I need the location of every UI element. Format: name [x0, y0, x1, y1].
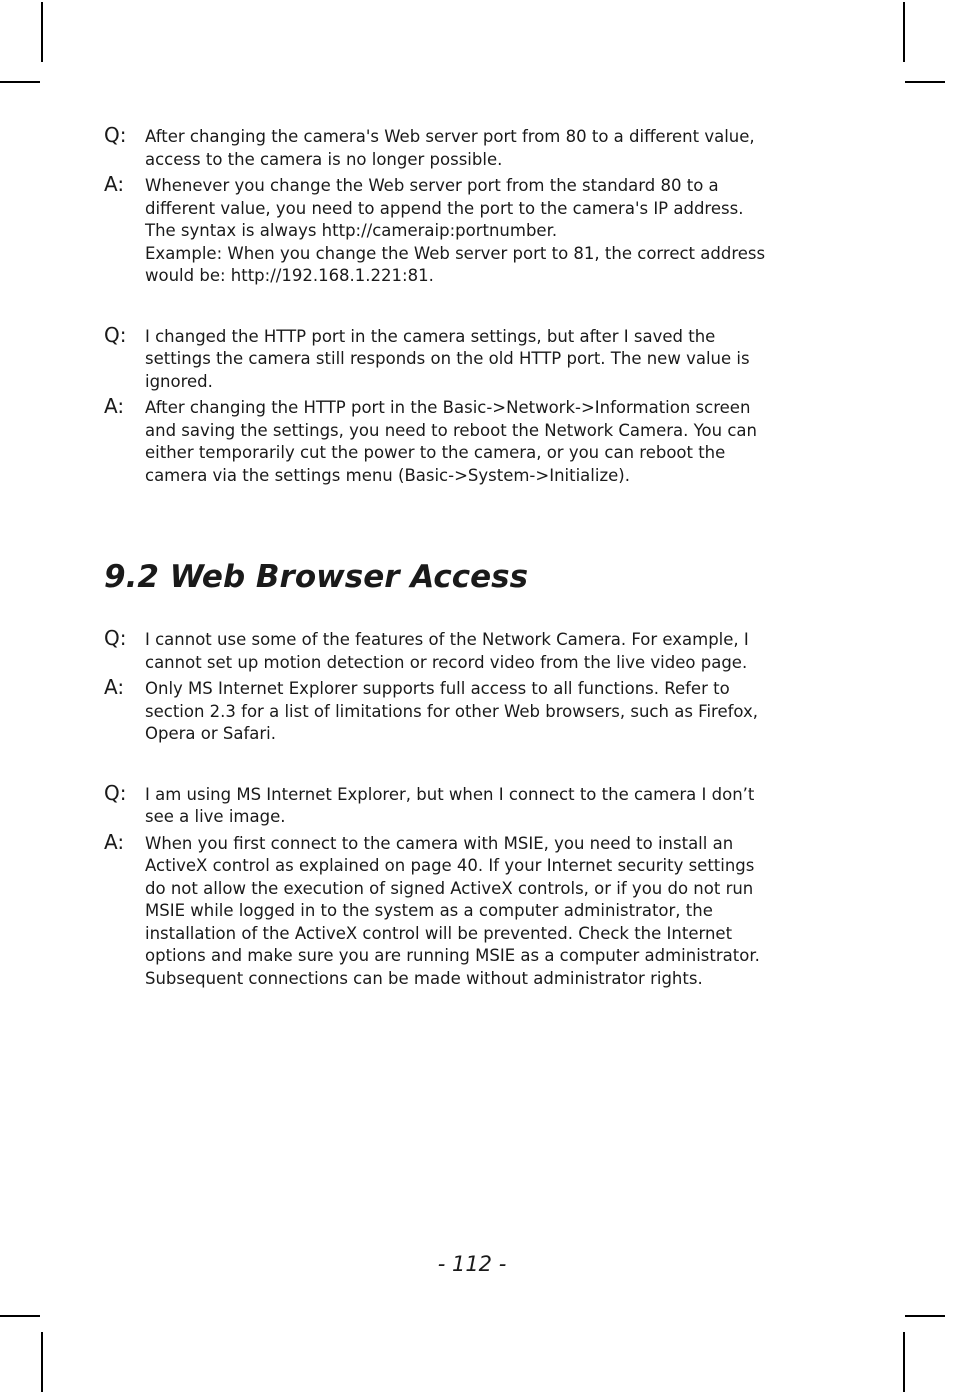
question-text: I changed the HTTP port in the camera settings, but after I saved the settings the camera still responds on the old HTTP port. The new value is ignored. [145, 326, 750, 391]
crop-mark-bottom-left-vertical [41, 1332, 43, 1392]
crop-mark-bottom-left-horizontal [0, 1315, 40, 1317]
answer-text: After changing the HTTP port in the Basic->Network->Information screen and saving the settings, you need to reboot the Network Camera. You can either temporarily cut the power to the camera, or you can reboot the camera via the settings menu (Basic->System->Initialize). [145, 398, 757, 485]
faq-question [104, 322, 844, 394]
question-text: I cannot use some of the features of the Network Camera. For example, I cannot set up motion detection or record video from the live video page. [145, 630, 749, 672]
faq-answer [104, 675, 844, 746]
question-text: I am using MS Internet Explorer, but when I connect to the camera I don’t see a live image. [145, 784, 755, 826]
crop-mark-top-left-vertical [41, 2, 43, 62]
question-marker: Q: [104, 626, 127, 650]
answer-text: Only MS Internet Explorer supports full access to all functions. Refer to section 2.3 for a list of limitations for other Web browsers, such as Firefox, Opera or Safari. [145, 679, 759, 743]
faq-answer [104, 172, 844, 288]
crop-mark-bottom-right-vertical [903, 1332, 905, 1392]
crop-mark-top-right-horizontal [905, 81, 945, 83]
crop-mark-top-right-vertical [903, 2, 905, 62]
faq-question [104, 626, 844, 674]
answer-text: When you first connect to the camera with MSIE, you need to install an ActiveX control as explained on page 40. If your Internet security settings do not allow the execution of signed ActiveX controls, or if you do not run MSIE while logged in to the system as a computer administrator, the installation of the ActiveX control will be prevented. Check the Internet options and make sure you are running MSIE as a computer administrator. Subsequent connections can be made without administrator rights. [145, 833, 760, 988]
question-marker: Q: [104, 123, 127, 147]
faq-item [104, 322, 844, 488]
answer-text: Whenever you change the Web server port from the standard 80 to a different value, you need to append the port to the camera's IP address. The syntax is always http://cameraip:portnumber. Example: When you change the Web server port to 81, the correct address would be: http://192.168.1.221:81. [145, 176, 766, 285]
crop-mark-bottom-right-horizontal [905, 1315, 945, 1317]
faq-item [104, 123, 844, 288]
crop-mark-top-left-horizontal [0, 81, 40, 83]
faq-question [104, 123, 844, 171]
answer-marker: A: [104, 394, 125, 418]
faq-item [104, 626, 844, 746]
answer-marker: A: [104, 675, 125, 699]
faq-answer [104, 394, 844, 487]
question-text: After changing the camera's Web server port from 80 to a different value, access to the camera is no longer possible. [145, 127, 755, 169]
faq-question [104, 780, 844, 829]
answer-marker: A: [104, 829, 125, 854]
question-marker: Q: [104, 780, 127, 805]
question-marker: Q: [104, 322, 127, 347]
page-content [104, 123, 844, 990]
section-heading: 9.2 Web Browser Access [104, 559, 529, 595]
faq-answer [104, 829, 844, 991]
page-number: - 112 - [437, 1252, 507, 1276]
answer-marker: A: [104, 172, 125, 196]
faq-item [104, 780, 844, 991]
